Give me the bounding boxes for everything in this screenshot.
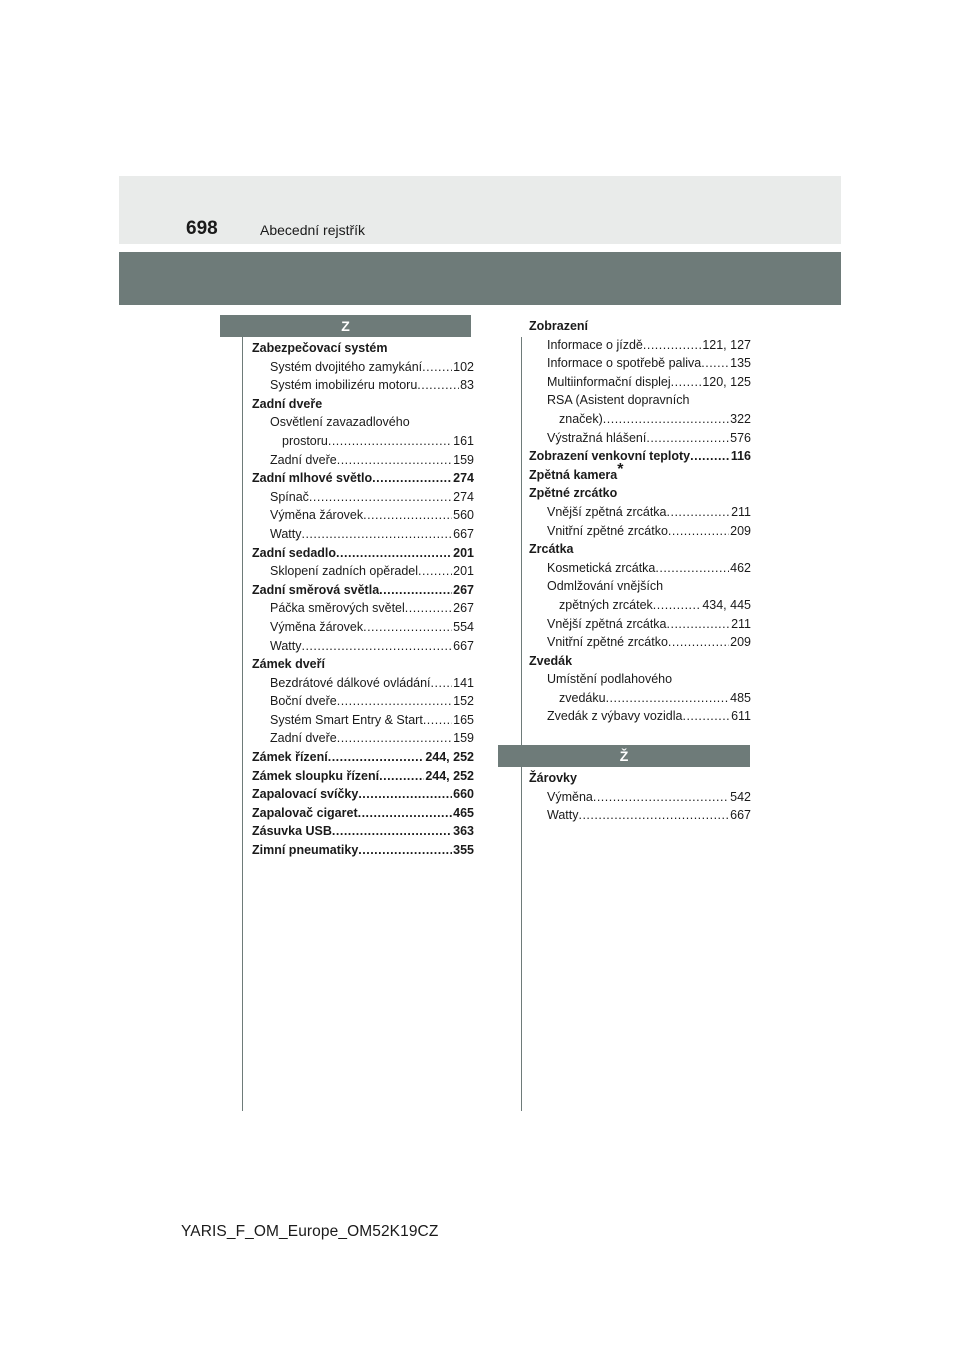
index-entry-page: 135 <box>730 356 751 371</box>
index-entry <box>252 376 474 395</box>
dot-leader <box>667 615 731 634</box>
dot-leader <box>655 559 729 578</box>
dot-leader <box>337 692 452 711</box>
index-entry-page: 462 <box>730 560 751 575</box>
index-entry-term: Vnější zpětná zrcátka <box>547 504 667 519</box>
section-header-zh: Ž <box>498 745 750 767</box>
page-number: 698 <box>186 218 218 239</box>
dot-leader <box>358 841 452 860</box>
index-entry-page: 244, 252 <box>425 750 474 765</box>
index-entry <box>252 767 474 786</box>
dot-leader <box>328 748 425 767</box>
dot-leader <box>646 429 729 448</box>
index-entry <box>252 785 474 804</box>
index-entry-term: RSA (Asistent dopravních <box>547 393 690 408</box>
index-entry <box>529 522 751 541</box>
index-entry-term: Systém imobilizéru motoru <box>270 378 418 393</box>
dot-leader <box>431 674 453 693</box>
index-entry-term: Zadní mlhové světlo <box>252 471 373 486</box>
index-entry-term: Zadní dveře <box>252 396 323 411</box>
index-entry-term: Watty <box>270 638 302 653</box>
index-entry <box>529 410 751 429</box>
dot-leader <box>337 729 452 748</box>
index-entry <box>252 748 474 767</box>
index-entry-term: Vnější zpětná zrcátka <box>547 616 667 631</box>
footer-document-code: YARIS_F_OM_Europe_OM52K19CZ <box>181 1223 439 1240</box>
index-entry-page: 274 <box>453 471 474 486</box>
index-entry-page: 667 <box>730 808 751 823</box>
dot-leader <box>372 469 452 488</box>
index-entry-term: Systém Smart Entry & Start <box>270 712 423 727</box>
index-entry-page: 560 <box>453 508 474 523</box>
index-entry <box>252 506 474 525</box>
index-entry <box>252 413 474 432</box>
index-entry <box>252 655 474 674</box>
index-entry <box>529 460 751 485</box>
index-entry-term: Zabezpečovací systém <box>252 341 388 355</box>
index-entry <box>529 707 751 726</box>
footnote-asterisk: * <box>617 460 624 478</box>
index-entry-page: 102 <box>453 359 474 374</box>
index-entry <box>529 336 751 355</box>
index-entry <box>252 562 474 581</box>
index-entry-page: 465 <box>453 805 474 820</box>
index-entry-page: 542 <box>730 789 751 804</box>
index-entry-page: 322 <box>730 411 751 426</box>
dot-leader <box>682 707 730 726</box>
dot-leader <box>301 525 452 544</box>
index-entry-page: 244, 252 <box>425 768 474 783</box>
index-entry <box>252 618 474 637</box>
index-entry-term: Zadní směrová světla <box>252 582 380 597</box>
index-entry-term: Zámek sloupku řízení <box>252 768 380 783</box>
index-entry-term: Zámek řízení <box>252 750 328 765</box>
index-entry-page: 161 <box>453 433 474 448</box>
index-entry-term: Zpětné zrcátko <box>529 486 618 501</box>
page-title: Abecední rejstřík <box>260 222 366 238</box>
index-entry-term: Zrcátka <box>529 542 574 557</box>
dot-leader <box>422 358 452 377</box>
dot-leader <box>701 354 729 373</box>
index-entry-term: Bezdrátové dálkové ovládání <box>270 675 431 690</box>
index-entry-term: Zimní pneumatiky <box>252 843 359 858</box>
index-entry-term: Boční dveře <box>270 694 337 709</box>
index-entry-page: 211 <box>731 616 751 631</box>
index-entry-term: Spínač <box>270 489 309 504</box>
index-entry <box>252 674 474 693</box>
index-entry <box>252 395 474 414</box>
index-entry-term: Žárovky <box>529 771 577 785</box>
dot-leader <box>668 522 729 541</box>
index-entry-term: Zvedák <box>529 653 573 668</box>
dot-leader <box>358 785 452 804</box>
dot-leader <box>667 503 731 522</box>
index-entry-page: 83 <box>460 378 474 393</box>
index-entry-term: Odmlžování vnějších <box>547 579 664 594</box>
index-entry <box>252 469 474 488</box>
index-entry <box>529 484 751 503</box>
dot-leader <box>423 711 452 730</box>
index-entry <box>529 769 751 788</box>
index-entry <box>252 451 474 470</box>
index-entry <box>529 429 751 448</box>
index-entry-page: 667 <box>453 526 474 541</box>
index-entry-page: 152 <box>453 694 474 709</box>
index-entry-page: 201 <box>453 564 474 579</box>
index-entry-page: 165 <box>453 712 474 727</box>
index-column-right-bottom <box>529 769 751 825</box>
index-entry <box>529 652 751 671</box>
index-entry-term: Osvětlení zavazadlového <box>270 415 410 430</box>
index-entry-page: 267 <box>453 601 474 616</box>
dot-leader <box>606 689 730 708</box>
dot-leader <box>593 788 729 807</box>
dot-leader <box>301 637 452 656</box>
index-entry-term: Zpětná kamera <box>529 467 618 482</box>
dot-leader <box>643 336 701 355</box>
dot-leader <box>363 506 452 525</box>
dot-leader <box>358 804 453 823</box>
index-entry-page: 434, 445 <box>702 597 751 612</box>
index-entry <box>529 670 751 689</box>
index-entry <box>529 689 751 708</box>
index-entry-term: Zobrazení <box>529 319 589 333</box>
index-entry-page: 116 <box>730 449 751 464</box>
column-divider-left <box>242 337 243 1111</box>
index-entry-page: 120, 125 <box>702 374 751 389</box>
index-entry <box>529 788 751 807</box>
index-entry-page: 554 <box>453 619 474 634</box>
index-entry-term: zvedáku <box>559 690 606 705</box>
index-column-left <box>252 339 474 860</box>
index-entry <box>529 559 751 578</box>
index-entry <box>252 711 474 730</box>
index-entry-page: 660 <box>453 787 474 802</box>
index-entry-term: Umístění podlahového <box>547 672 673 687</box>
index-entry-term: Kosmetická zrcátka <box>547 560 656 575</box>
index-entry-term: Zobrazení venkovní teploty <box>529 449 691 464</box>
dot-leader <box>309 488 452 507</box>
index-entry-page: 121, 127 <box>702 337 751 352</box>
dot-leader <box>328 432 452 451</box>
index-entry-term: Zapalovač cigaret <box>252 805 358 820</box>
index-column-right-top <box>529 317 751 726</box>
index-entry-term: Zásuvka USB <box>252 824 332 839</box>
index-entry <box>529 806 751 825</box>
index-entry-term: Sklopení zadních opěradel <box>270 564 419 579</box>
index-entry-term: Watty <box>270 526 302 541</box>
index-entry <box>529 615 751 634</box>
index-entry-term: Páčka směrových světel <box>270 601 405 616</box>
index-entry <box>252 432 474 451</box>
dot-leader <box>417 376 459 395</box>
index-entry <box>252 581 474 600</box>
index-entry-page: 209 <box>730 523 751 538</box>
index-entry <box>252 729 474 748</box>
index-entry-page: 159 <box>453 731 474 746</box>
index-entry-page: 159 <box>453 452 474 467</box>
dot-leader <box>603 410 729 429</box>
header-band <box>119 176 841 244</box>
index-entry-page: 667 <box>453 638 474 653</box>
index-entry <box>529 503 751 522</box>
index-entry-page: 209 <box>730 635 751 650</box>
index-entry-term: Systém dvojitého zamykání <box>270 359 423 374</box>
index-entry-page: 576 <box>730 430 751 445</box>
index-entry <box>252 822 474 841</box>
index-entry-term: Vnitřní zpětné zrcátko <box>547 523 668 538</box>
index-entry-term: Zvedák z výbavy vozidla <box>547 709 683 724</box>
dot-leader <box>668 633 729 652</box>
index-entry-term: Vnitřní zpětné zrcátko <box>547 635 668 650</box>
index-entry-term: Zadní dveře <box>270 452 337 467</box>
index-entry <box>252 544 474 563</box>
index-entry-term: Výměna žárovek <box>270 619 364 634</box>
dot-leader <box>337 451 452 470</box>
index-entry <box>529 633 751 652</box>
index-entry <box>529 354 751 373</box>
index-entry <box>529 540 751 559</box>
index-entry-page: 211 <box>731 504 751 519</box>
dot-leader <box>405 599 452 618</box>
index-entry <box>252 488 474 507</box>
index-entry-term: Informace o jízdě <box>547 337 643 352</box>
index-entry-term: Zadní sedadlo <box>252 545 337 560</box>
column-divider-right <box>521 337 522 1111</box>
index-entry-term: Watty <box>547 808 579 823</box>
index-entry <box>252 599 474 618</box>
header-dark-band <box>119 252 841 305</box>
index-entry-term: zpětných zrcátek <box>559 597 653 612</box>
index-entry-page: 611 <box>731 709 751 724</box>
index-entry <box>529 596 751 615</box>
index-entry <box>529 317 751 336</box>
dot-leader <box>379 767 424 786</box>
index-entry-term: prostoru <box>282 433 328 448</box>
index-entry <box>529 373 751 392</box>
dot-leader <box>336 544 452 563</box>
dot-leader <box>653 596 702 615</box>
index-entry-page: 267 <box>453 582 474 597</box>
index-entry <box>529 447 751 466</box>
index-entry-term: Zámek dveří <box>252 657 325 672</box>
index-entry <box>252 358 474 377</box>
index-entry-term: Zapalovací svíčky <box>252 787 359 802</box>
section-header-z: Z <box>220 315 471 337</box>
dot-leader <box>363 618 452 637</box>
dot-leader <box>578 806 729 825</box>
index-entry <box>252 804 474 823</box>
dot-leader <box>671 373 702 392</box>
index-entry-page: 201 <box>453 545 474 560</box>
index-entry-term: značek) <box>559 411 603 426</box>
index-entry-term: Zadní dveře <box>270 731 337 746</box>
dot-leader <box>379 581 452 600</box>
dot-leader <box>332 822 452 841</box>
index-entry-page: 485 <box>730 690 751 705</box>
dot-leader <box>418 562 452 581</box>
index-entry <box>529 391 751 410</box>
index-entry <box>252 637 474 656</box>
index-entry-term: Výstražná hlášení <box>547 430 647 445</box>
index-entry <box>252 841 474 860</box>
index-entry <box>529 577 751 596</box>
index-entry-term: Multiinformační displej <box>547 374 671 389</box>
index-entry <box>252 525 474 544</box>
index-entry <box>252 339 474 358</box>
dot-leader <box>690 447 730 466</box>
index-entry-page: 274 <box>453 489 474 504</box>
index-entry <box>252 692 474 711</box>
index-entry-term: Informace o spotřebě paliva <box>547 356 702 371</box>
index-entry-page: 363 <box>453 824 474 839</box>
index-entry-term: Výměna žárovek <box>270 508 364 523</box>
index-entry-term: Výměna <box>547 789 593 804</box>
index-entry-page: 355 <box>453 843 474 858</box>
index-entry-page: 141 <box>453 675 474 690</box>
